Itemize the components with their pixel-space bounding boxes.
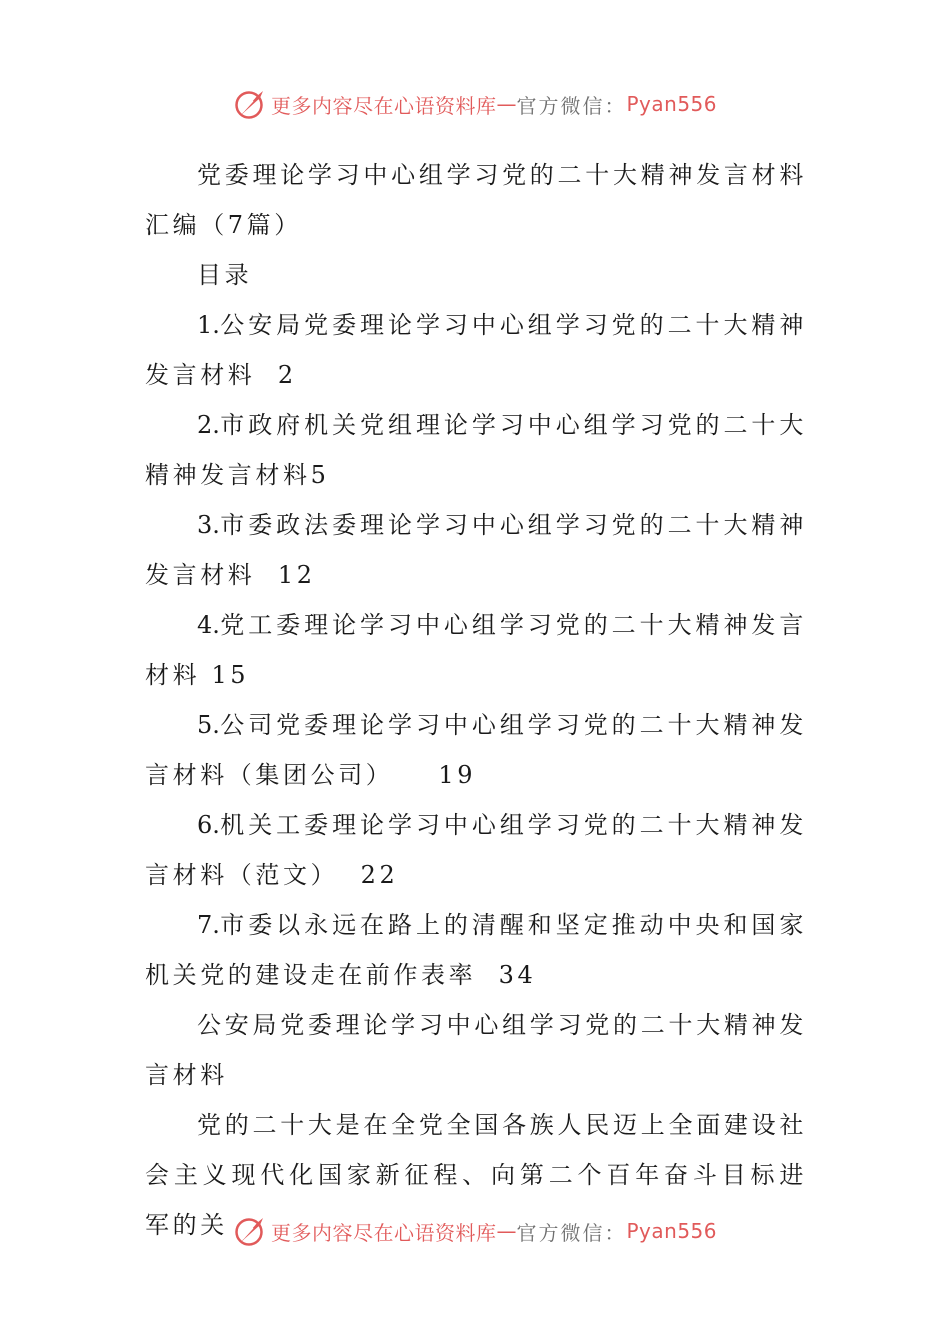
document-title: 党委理论学习中心组学习党的二十大精神发言材料汇编（7篇） [145,161,807,239]
toc-item [145,900,807,1000]
toc-item-text: 市委政法委理论学习中心组学习党的二十大精神发言材料 [145,511,807,589]
toc-item [145,400,807,500]
toc-item-page: 5 [310,461,330,489]
watermark-wechat-id: Pyan556 [626,1219,717,1243]
toc-item-number: 5. [197,711,220,739]
watermark-wechat-id: Pyan556 [626,92,717,116]
toc-item-page: 34 [498,961,537,989]
toc-item [145,500,807,600]
section-title: 公安局党委理论学习中心组学习党的二十大精神发言材料 [145,1011,807,1089]
toc-item-number: 7. [197,911,220,939]
body-paragraph: 党的二十大是在全党全国各族人民迈上全面建设社会主义现代化国家新征程、向第二个百年奋斗目标进军的关 [145,1111,807,1239]
toc-item-text: 公司党委理论学习中心组学习党的二十大精神发言材料（集团公司） [145,711,807,789]
toc-item-page: 22 [360,861,399,889]
toc-item-page: 19 [438,761,477,789]
toc-item-text: 市政府机关党组理论学习中心组学习党的二十大精神发言材料 [145,411,807,489]
toc-item-text: 机关工委理论学习中心组学习党的二十大精神发言材料（范文） [145,811,807,889]
quill-logo-icon [233,87,267,121]
toc-item-text: 公安局党委理论学习中心组学习党的二十大精神发言材料 [145,311,807,389]
toc-item-text: 市委以永远在路上的清醒和坚定推动中央和国家机关党的建设走在前作表率 [145,911,807,989]
watermark-footer [0,1211,950,1251]
document-body [145,150,807,1250]
toc-item-text: 党工委理论学习中心组学习党的二十大精神发言材料 [145,611,807,689]
toc-item-page: 12 [277,561,316,589]
toc-item [145,800,807,900]
toc-item-number: 6. [197,811,220,839]
watermark-label: 官方微信： [516,1220,627,1245]
watermark-dash: — [496,1219,517,1243]
watermark-dash: — [496,92,517,116]
toc-item-page: 2 [277,361,297,389]
toc-item [145,700,807,800]
toc-item-number: 2. [197,411,220,439]
toc-item [145,600,807,700]
watermark-site-text: 更多内容尽在心语资料库 [270,1220,497,1245]
toc-heading: 目录 [197,261,253,289]
toc-item-page: 15 [211,661,250,689]
toc-item-number: 1. [197,311,220,339]
watermark-label: 官方微信： [516,93,627,118]
toc-item [145,300,807,400]
watermark-site-text: 更多内容尽在心语资料库 [270,93,497,118]
toc-item-number: 4. [197,611,220,639]
quill-logo-icon [233,1214,267,1248]
toc-item-number: 3. [197,511,220,539]
watermark-header [0,84,950,124]
